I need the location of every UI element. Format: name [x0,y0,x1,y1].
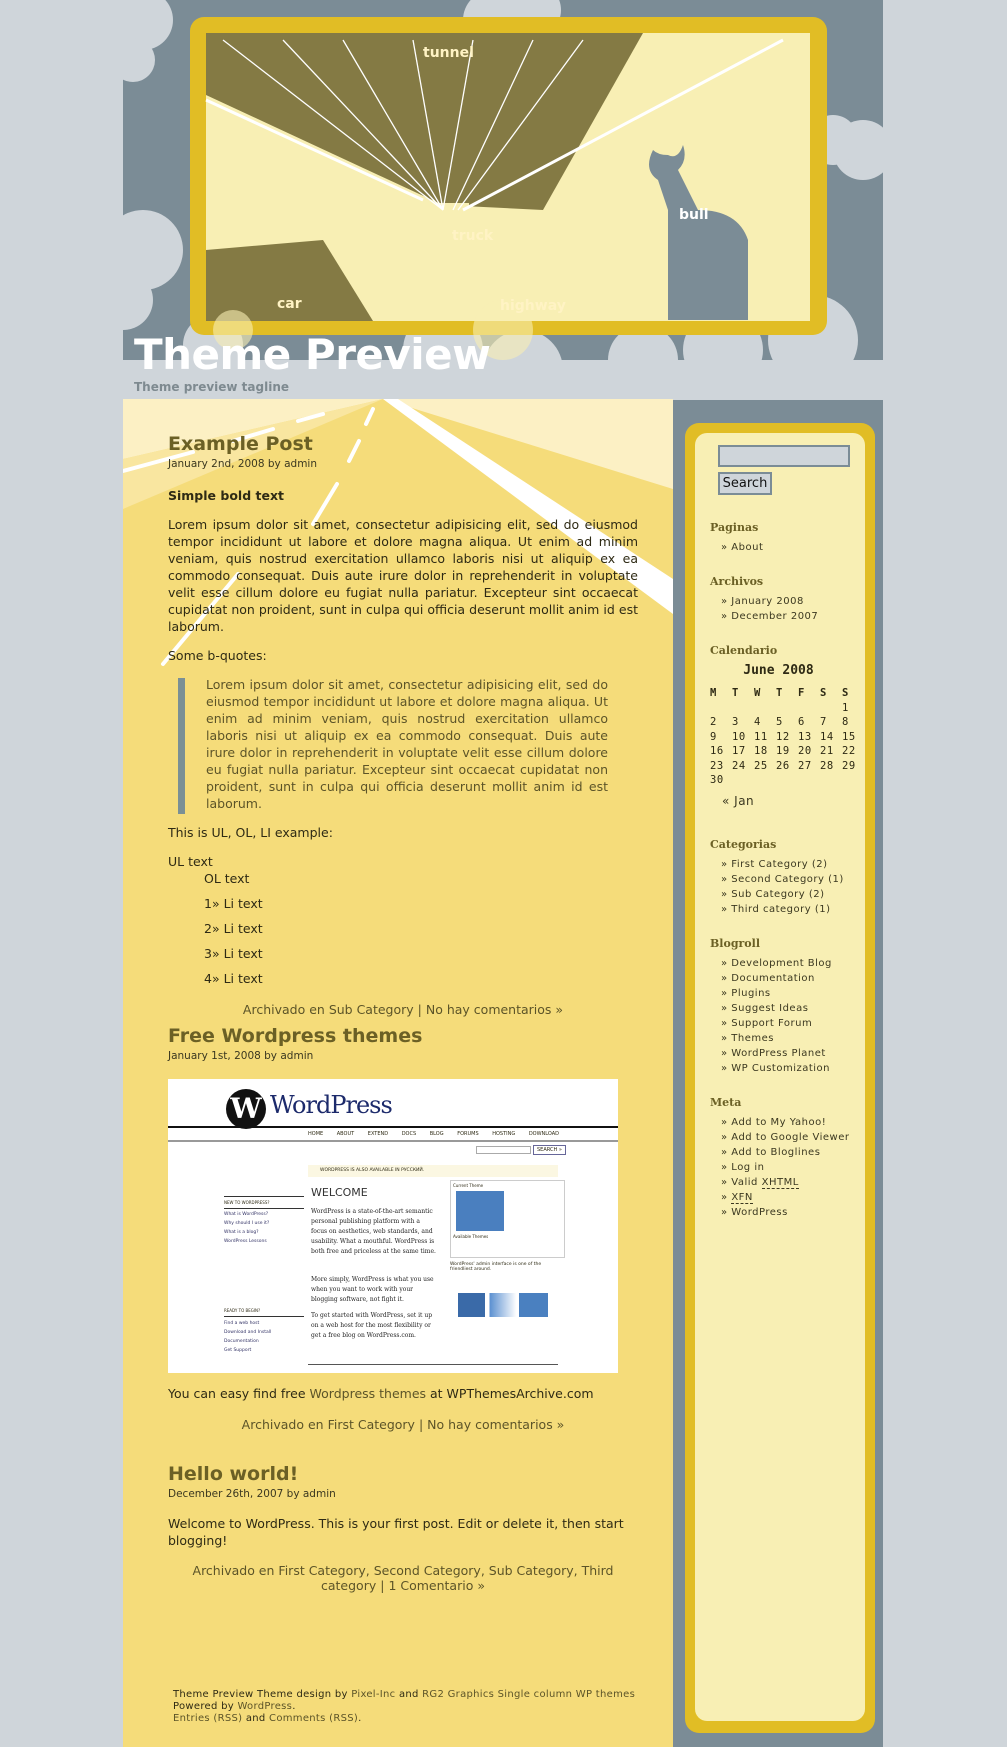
calendar-day: 5 [776,716,783,729]
themes-link[interactable]: Wordpress themes [309,1386,427,1401]
comments-link[interactable]: 1 Comentario » [388,1578,485,1593]
calendar-day: 13 [798,730,812,743]
post-example [168,433,638,1018]
comments-link[interactable]: No hay comentarios » [425,1002,564,1017]
calendar-prev-link[interactable]: « Jan [722,793,755,808]
entries-rss-link[interactable]: Entries (RSS) [173,1713,243,1724]
wp-caption: WordPress' admin interface is one of the friendliest around. [450,1262,542,1272]
calendar-table: M T W T F S S 1 2 3 4 5 6 7 8 9 10 11 12 13 14 15 16 17 18 19 20 21 22 23 24 25 26 27 28 29 30 [710,686,864,788]
wp-new-links: What is WordPress? Why should I use it? What is a blog? WordPress Lessons [224,1212,270,1244]
post-footer [168,1563,638,1593]
calendar-day [732,701,754,716]
calendar-day: 9 [710,730,717,743]
calendar-day: 4 [754,716,761,729]
site-tagline: Theme preview tagline [134,380,290,394]
ul-text: UL text [168,854,213,869]
list-intro: This is UL, OL, LI example: [168,825,333,840]
bquote-intro: Some b-quotes: [168,648,267,663]
meta-link-wordpress[interactable]: » WordPress [721,1206,788,1218]
calendar-day: 2 [710,716,717,729]
category-link[interactable]: » Second Category (1) [721,873,844,885]
search-input[interactable] [718,445,850,467]
calendar-week [710,773,864,788]
sidebar-item-about[interactable]: » About [721,542,764,553]
label-highway: highway [500,298,566,314]
filed-label: Archivado en [241,1417,324,1432]
calendar-day [842,773,864,788]
wp-theme-box: Current Theme Available Themes [450,1180,565,1258]
meta-link[interactable]: » Add to Bloglines [721,1146,821,1158]
list-item: 1» Li text [204,896,263,911]
blogroll-heading: Blogroll [710,936,760,950]
calendar-day: 24 [732,759,746,772]
calendar-day [798,773,820,788]
search-button[interactable]: Search [718,472,772,495]
wp-ready-title: READY TO BEGIN? [224,1305,304,1317]
calendar-day [710,701,732,716]
content-area [123,399,673,1747]
calendar-day [798,701,820,716]
calendar-day [820,773,842,788]
meta-link-xhtml[interactable]: » Valid XHTML [721,1176,799,1188]
ol-list [168,870,638,987]
wp-welcome: WELCOME [311,1186,368,1199]
comments-link[interactable]: No hay comentarios » [427,1417,565,1432]
calendar-day: 27 [798,759,812,772]
calendar-day [732,773,754,788]
meta-link[interactable]: » Add to My Yahoo! [721,1116,827,1128]
sidebar [685,423,875,1733]
calendar-week [710,701,864,716]
blogroll-link[interactable]: » Documentation [721,972,815,984]
post-meta: January 1st, 2008 by admin [168,1050,314,1062]
calendar-day [776,701,798,716]
calendar-week [710,730,864,745]
separator: | [418,1417,424,1432]
category-links[interactable]: First Category, Second Category, Sub Category, Third category [278,1563,614,1593]
wp-search-button: SEARCH » [533,1145,566,1155]
calendar-day: 8 [842,716,849,729]
calendar-day: 10 [732,730,746,743]
meta-link-xfn[interactable]: » XFN [721,1191,753,1203]
page-container [123,0,883,1747]
calendar-day: 11 [754,730,768,743]
ul-list [168,853,638,987]
pages-heading: Paginas [710,521,759,534]
wp-notice: WORDPRESS IS ALSO AVAILABLE IN РУССКИЙ. [308,1165,558,1177]
header [123,0,883,400]
blogroll-link[interactable]: » Support Forum [721,1017,813,1029]
calendar-day: 15 [842,730,856,743]
blogroll-link[interactable]: » WordPress Planet [721,1047,826,1059]
category-link[interactable]: » Sub Category (2) [721,888,825,900]
calendar-day [776,773,798,788]
post-hello-world [168,1463,638,1593]
comments-rss-link[interactable]: Comments (RSS) [269,1713,359,1724]
calendar-day: 21 [820,745,834,758]
blogroll-link[interactable]: » Suggest Ideas [721,1002,809,1014]
filed-label: Archivado en [242,1002,325,1017]
wp-nav: HOME ABOUT EXTEND DOCS BLOG FORUMS HOSTING DOWNLOAD [308,1131,560,1137]
label-car: car [277,296,302,312]
meta-heading: Meta [710,1095,742,1109]
wp-new-title: NEW TO WORDPRESS? [224,1196,304,1209]
categories-heading: Categorias [710,837,777,851]
rg2-link[interactable]: RG2 Graphics [422,1689,495,1700]
calendar-day: 28 [820,759,834,772]
ol-text: OL text [204,871,250,886]
post-meta: January 2nd, 2008 by admin [168,458,317,470]
calendar-day: 18 [754,745,768,758]
single-column-link[interactable]: Single column WP themes [497,1689,636,1700]
list-item: 4» Li text [204,971,263,986]
calendar-day: 1 [842,701,849,714]
calendar-day: 19 [776,745,790,758]
post-title[interactable]: Free Wordpress themes [168,1025,423,1047]
calendar-day [754,773,776,788]
calendar-month: June 2008 [743,663,814,678]
post-meta: December 26th, 2007 by admin [168,1488,336,1500]
category-link[interactable]: » First Category (2) [721,858,828,870]
bold-text: Simple bold text [168,488,284,503]
calendar-day [820,701,842,716]
calendar-week [710,715,864,730]
category-link[interactable]: » Third category (1) [721,903,831,915]
calendar-day: 20 [798,745,812,758]
post-footer [168,1416,638,1433]
wp-logo-text: WordPress [270,1091,392,1119]
calendar-day: 16 [710,745,724,758]
calendar-day: 7 [820,716,827,729]
archive-link[interactable]: » January 2008 [721,596,804,607]
label-bull: bull [679,207,709,223]
calendar-day: 6 [798,716,805,729]
wordpress-screenshot[interactable] [168,1079,618,1373]
post-paragraph: Lorem ipsum dolor sit amet, consectetur adipisicing elit, sed do eiusmod tempor incididunt ut labore et dolore magna aliqua. Ut enim ad minim veniam, quis nostrud exercitation ullamco laboris nisi ut aliquip ex ea commodo consequat. Duis aute irure dolor in reprehenderit in voluptate velit esse cillum dolore eu fugiat nulla pariatur. Excepteur sint occaecat cupidatat non proident, sunt in culpa qui officia deserunt mollit anim id est laborum. [168,517,638,634]
wordpress-link[interactable]: WordPress [237,1701,293,1712]
meta-link[interactable]: » Add to Google Viewer [721,1131,850,1143]
post-text: You can easy find free Wordpress themes at WPThemesArchive.com [168,1386,594,1401]
calendar-day: 23 [710,759,724,772]
calendar-day [754,701,776,716]
calendar-day: 12 [776,730,790,743]
wp-start: To get started with WordPress, set it up on a web host for the most flexibility or get a free blog on WordPress.com. [311,1312,433,1339]
post-title[interactable]: Example Post [168,433,313,455]
label-tunnel: tunnel [423,45,474,61]
post-title[interactable]: Hello world! [168,1463,299,1485]
post-free-themes [168,1025,638,1433]
list-item: 3» Li text [204,946,263,961]
calendar-week [710,759,864,774]
list-item: 2» Li text [204,921,263,936]
separator: | [417,1002,422,1017]
meta-link[interactable]: » Log in [721,1161,765,1173]
category-link[interactable]: Sub Category [328,1002,414,1017]
calendar-day: 30 [710,774,724,787]
blogroll-link[interactable]: » Development Blog [721,957,832,969]
filed-label: Archivado en [192,1563,275,1578]
label-truck: truck [452,228,494,244]
archive-link[interactable]: » December 2007 [721,611,819,622]
calendar-heading: Calendario [710,644,778,657]
pixel-inc-link[interactable]: Pixel-Inc [351,1689,396,1700]
blogroll-link[interactable]: » Themes [721,1032,774,1044]
calendar-week [710,744,864,759]
post-text: Welcome to WordPress. This is your first post. Edit or delete it, then start blogging! [168,1516,624,1548]
wp-ready-links: Find a web host Download and Install Documentation Get Support [224,1321,272,1353]
blogroll-link[interactable]: » Plugins [721,987,771,999]
wordpress-logo-icon: W [226,1089,266,1129]
category-link[interactable]: First Category [327,1417,415,1432]
blogroll-link[interactable]: » WP Customization [721,1062,831,1074]
wp-more: More simply, WordPress is what you use when you want to work with your blogging software, not fight it. [311,1276,434,1303]
calendar-day: 29 [842,759,856,772]
site-footer: Theme Preview Theme design by Pixel-Inc and RG2 Graphics Single column WP themes Powered by WordPress. Entries (RSS) and Comments (RSS). [173,1689,636,1724]
calendar-day: 3 [732,716,739,729]
calendar-day: 25 [754,759,768,772]
blockquote: Lorem ipsum dolor sit amet, consectetur adipisicing elit, sed do eiusmod tempor incididunt ut labore et dolore magna aliqua. Ut enim ad minim veniam, quis nostrud exercitation ullamco laboris nisi ut aliquip ex ea commodo consequat. Duis aute irure dolor in reprehenderit in voluptate velit esse cillum dolore eu fugiat nulla pariatur. Excepteur sint occaecat cupidatat non proident, sunt in culpa qui officia deserunt mollit anim id est laborum. [178,676,638,812]
separator: | [380,1578,385,1593]
calendar-day: 14 [820,730,834,743]
site-title[interactable]: Theme Preview [134,330,491,379]
archives-heading: Archivos [710,575,764,588]
wp-intro: WordPress is a state-of-the-art semantic personal publishing platform with a focus on aesthetics, web standards, and usability. What a mouthful. WordPress is both free and priceless at the same time. [311,1208,436,1255]
calendar-day: 17 [732,745,746,758]
post-footer [168,1001,638,1018]
calendar-day: 26 [776,759,790,772]
calendar-day: 22 [842,745,856,758]
